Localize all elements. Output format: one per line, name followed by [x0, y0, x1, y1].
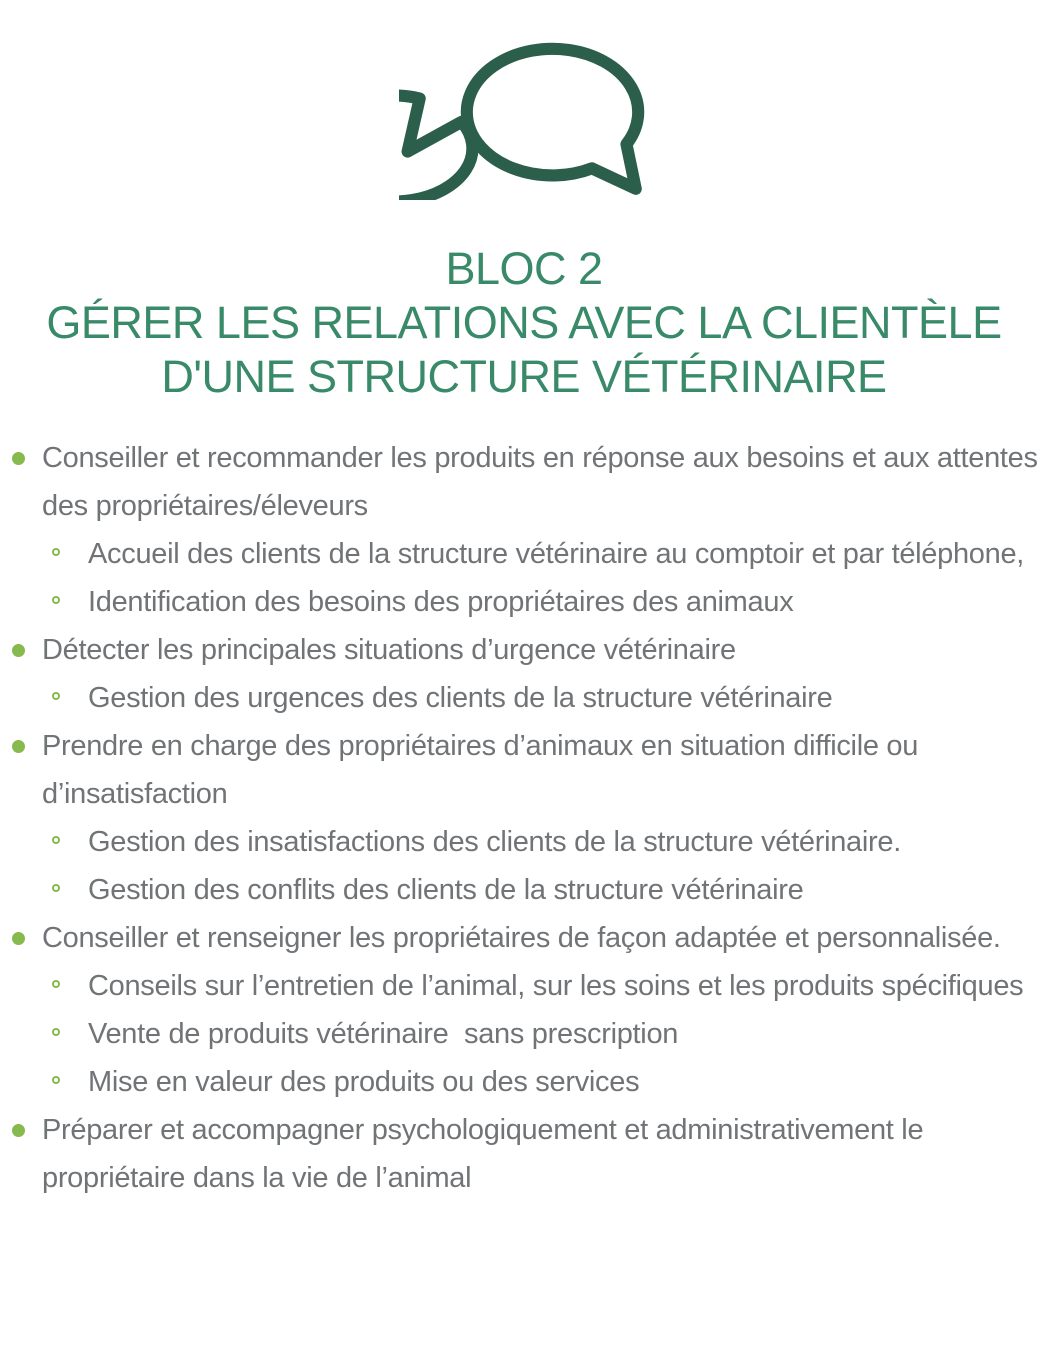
- bullet-dot-icon: [12, 740, 25, 753]
- list-item-text: Prendre en charge des propriétaires d’animaux en situation difficile ou d’insatisfaction: [42, 730, 926, 811]
- sub-list-item: [42, 674, 1042, 722]
- sub-item-text: Identification des besoins des propriétaires des animaux: [88, 586, 794, 619]
- list-item-text: Conseiller et renseigner les propriétaires de façon adaptée et personnalisée.: [42, 922, 1001, 955]
- sub-list: [42, 818, 1042, 914]
- sub-list-item: [42, 818, 1042, 866]
- sub-item-text: Vente de produits vétérinaire sans prescription: [88, 1018, 679, 1051]
- sub-list-item: [42, 866, 1042, 914]
- sub-item-text: Gestion des insatisfactions des clients de la structure vétérinaire.: [88, 826, 901, 859]
- bullet-circle-icon: [52, 548, 60, 556]
- chat-bubble-right: [467, 49, 638, 189]
- list-item: [0, 722, 1048, 914]
- sub-list-item: [42, 530, 1042, 578]
- page-title: [0, 242, 1048, 404]
- bullet-dot-icon: [12, 644, 25, 657]
- competency-list: [0, 434, 1048, 1202]
- bullet-circle-icon: [52, 1028, 60, 1036]
- list-item: [0, 626, 1048, 722]
- sub-list-item: [42, 1010, 1042, 1058]
- list-item: [0, 1106, 1048, 1202]
- sub-list: [42, 674, 1042, 722]
- sub-item-text: Mise en valeur des produits ou des services: [88, 1066, 640, 1099]
- sub-item-text: Conseils sur l’entretien de l’animal, sur les soins et les produits spécifiques: [88, 970, 1024, 1003]
- title-line-3: D'UNE STRUCTURE VÉTÉRINAIRE: [161, 351, 887, 402]
- document-page: [0, 10, 1048, 1352]
- sub-list-item: [42, 578, 1042, 626]
- bullet-dot-icon: [12, 932, 25, 945]
- bullet-circle-icon: [52, 884, 60, 892]
- bullet-circle-icon: [52, 596, 60, 604]
- title-line-1: BLOC 2: [445, 243, 603, 294]
- sub-list-item: [42, 1058, 1042, 1106]
- sub-item-text: Gestion des urgences des clients de la structure vétérinaire: [88, 682, 833, 715]
- bullet-circle-icon: [52, 836, 60, 844]
- list-item-text: Préparer et accompagner psychologiquement et administrativement le propriétaire dans la vie de l’animal: [42, 1114, 932, 1195]
- sub-list: [42, 962, 1042, 1106]
- chat-bubbles-svg: [399, 10, 649, 200]
- sub-list: [42, 530, 1042, 626]
- chat-bubbles-icon: [399, 10, 649, 200]
- title-line-2: GÉRER LES RELATIONS AVEC LA CLIENTÈLE: [46, 297, 1002, 348]
- list-item-text: Conseiller et recommander les produits en réponse aux besoins et aux attentes des propriétaires/éleveurs: [42, 442, 1046, 523]
- bullet-circle-icon: [52, 1076, 60, 1084]
- sub-item-text: Accueil des clients de la structure vétérinaire au comptoir et par téléphone,: [88, 538, 1025, 571]
- list-item-text: Détecter les principales situations d’urgence vétérinaire: [42, 634, 736, 667]
- sub-list-item: [42, 962, 1042, 1010]
- list-item: [0, 434, 1048, 626]
- bullet-dot-icon: [12, 1124, 25, 1137]
- bullet-circle-icon: [52, 980, 60, 988]
- bullet-dot-icon: [12, 452, 25, 465]
- sub-item-text: Gestion des conflits des clients de la structure vétérinaire: [88, 874, 804, 907]
- list-item: [0, 914, 1048, 1106]
- bullet-circle-icon: [52, 692, 60, 700]
